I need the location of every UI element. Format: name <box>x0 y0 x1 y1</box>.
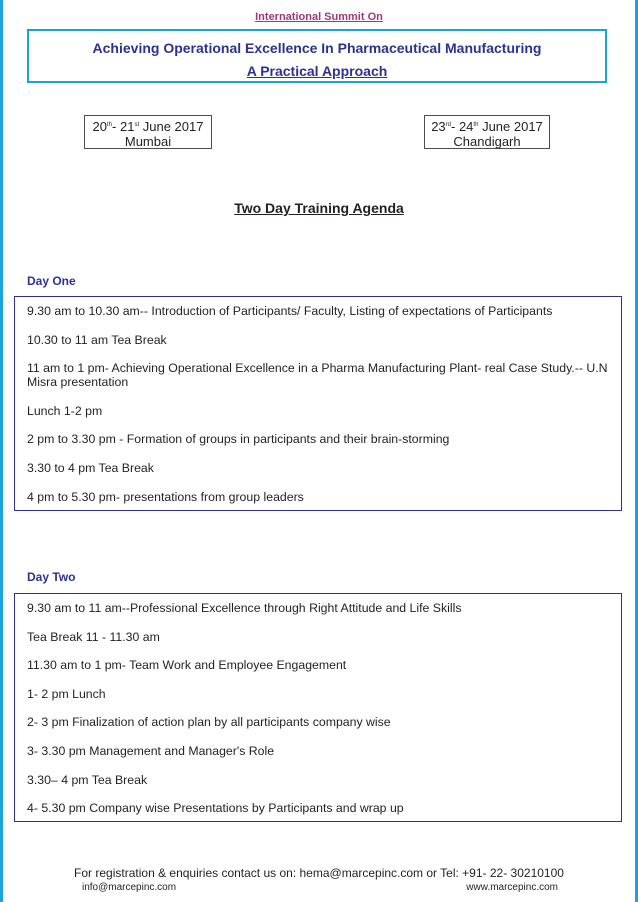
session-item: 3- 3.30 pm Management and Manager's Role <box>27 743 275 758</box>
day-two-sessions <box>14 593 622 822</box>
footer-email[interactable]: info@marcepinc.com <box>82 882 177 893</box>
session-item: 2- 3 pm Finalization of action plan by all participants company wise <box>27 715 391 730</box>
page-title: Achieving Operational Excellence In Pharmaceutical Manufacturing <box>92 40 542 56</box>
left-border-bar <box>0 0 3 902</box>
session-item: 3.30– 4 pm Tea Break <box>27 772 148 787</box>
session-item: 2 pm to 3.30 pm - Formation of groups in participants and their brain-storming <box>27 432 450 447</box>
session-item: 1- 2 pm Lunch <box>27 686 106 701</box>
agenda-title: Two Day Training Agenda <box>234 200 404 216</box>
session-item: 4 pm to 5.30 pm- presentations from group leaders <box>27 489 304 504</box>
title-box <box>27 29 607 83</box>
day-two-label: Day Two <box>27 570 76 584</box>
session-item: 3.30 to 4 pm Tea Break <box>27 460 154 475</box>
session-item: Tea Break 11 - 11.30 am <box>27 629 160 644</box>
day-one-sessions <box>14 296 622 511</box>
session-item: 9.30 am to 11 am--Professional Excellence through Right Attitude and Life Skills <box>27 601 462 615</box>
date-range-chandigarh: 23rd- 24th June 2017 <box>431 119 543 134</box>
session-item: Lunch 1-2 pm <box>27 403 103 418</box>
footer-contact: For registration & enquiries contact us on: hema@marcepinc.com or Tel: +91- 22- 30210100 <box>74 866 564 880</box>
date-range-mumbai: 20th- 21st June 2017 <box>92 119 204 134</box>
date-box-chandigarh <box>424 115 550 149</box>
city-mumbai: Mumbai <box>124 134 172 149</box>
session-item: 9.30 am to 10.30 am-- Introduction of Participants/ Faculty, Listing of expectations of Participants <box>27 304 553 318</box>
summit-label: International Summit On <box>255 11 383 23</box>
session-item: 4- 5.30 pm Company wise Presentations by Participants and wrap up <box>27 801 404 816</box>
footer-website[interactable]: www.marcepinc.com <box>466 882 558 893</box>
session-item: 10.30 to 11 am Tea Break <box>27 332 167 347</box>
city-chandigarh: Chandigarh <box>453 134 521 149</box>
date-box-mumbai <box>84 115 212 149</box>
page-subtitle: A Practical Approach <box>246 63 388 79</box>
session-item: 11 am to 1 pm- Achieving Operational Excellence in a Pharma Manufacturing Plant- real Case Study.-- U.N Misra presentation <box>27 361 608 390</box>
day-one-label: Day One <box>27 274 76 288</box>
session-item: 11.30 am to 1 pm- Team Work and Employee Engagement <box>27 658 347 673</box>
